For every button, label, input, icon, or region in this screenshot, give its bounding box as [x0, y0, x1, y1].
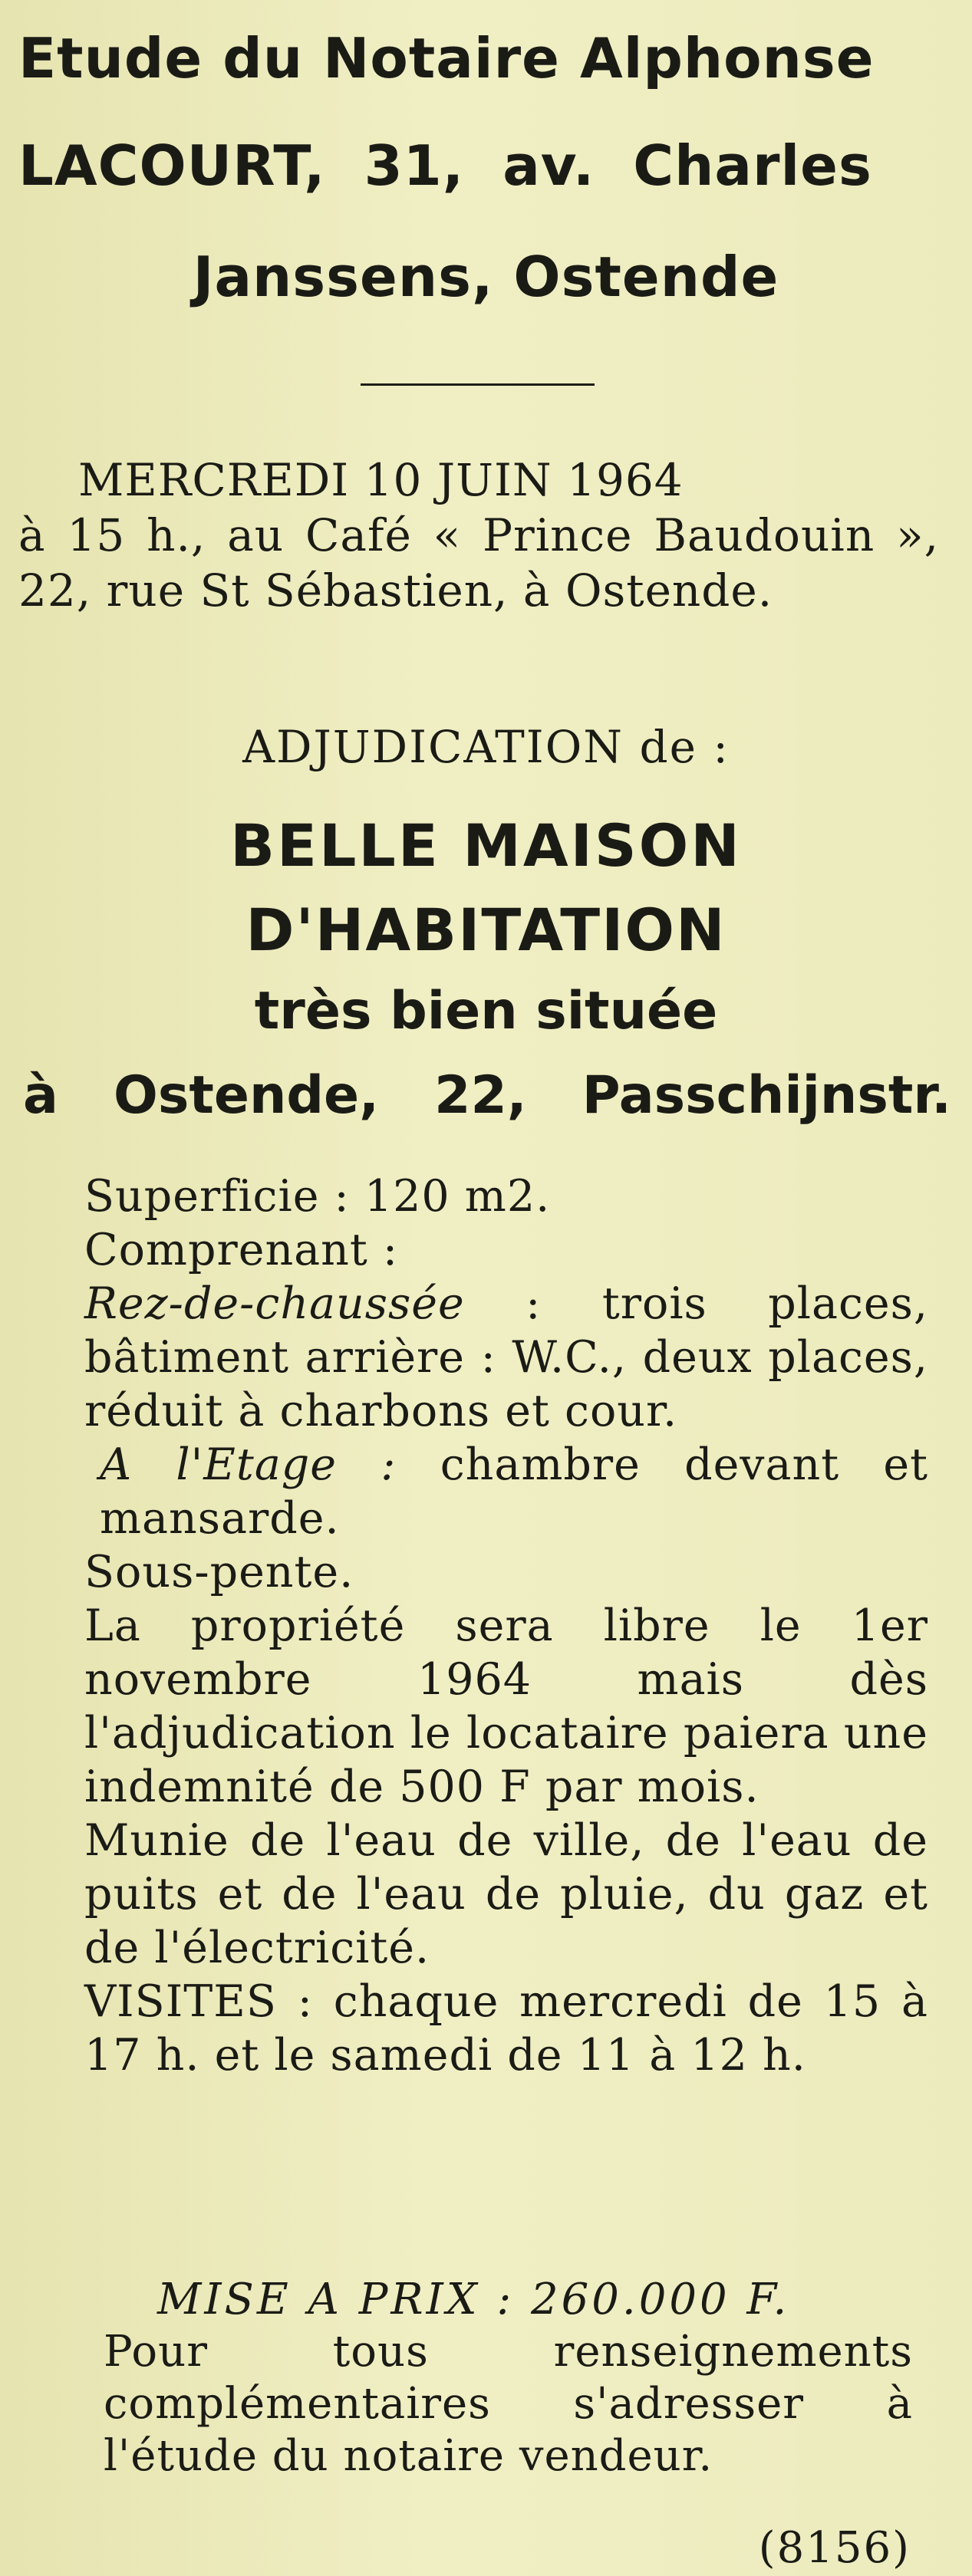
property-title-line-1: BELLE MAISON	[230, 811, 742, 880]
property-title-line-3: très bien située	[254, 981, 718, 1041]
notary-header-line-1: Etude du Notaire Alphonse	[18, 26, 875, 90]
rez-de-chaussee	[31, 1277, 928, 1438]
propriete-libre: La propriété sera libre le 1er novembre 1964 mais dès l'adjudication le locataire paiera une indemnité de 500 F par mois.	[84, 1601, 928, 1812]
rez-label: Rez-de-chaussée	[84, 1278, 465, 1329]
separator-rule	[361, 383, 595, 386]
auction-date-block	[18, 452, 939, 618]
superficie: Superficie : 120 m2.	[84, 1171, 551, 1222]
mise-a-prix: MISE A PRIX : 260.000 F.	[157, 2275, 790, 2324]
comprenant: Comprenant :	[84, 1225, 399, 1275]
visites: VISITES : chaque mercredi de 15 à 17 h. et le samedi de 11 à 12 h.	[84, 1976, 928, 2081]
etage	[31, 1438, 928, 1545]
auction-date: MERCREDI 10 JUIN 1964	[78, 454, 684, 506]
price-block	[46, 2274, 913, 2482]
property-address: à Ostende, 22, Passchijnstr.	[23, 1065, 951, 1126]
adjudication-label: ADJUDICATION de :	[242, 721, 730, 773]
etage-label: A l'Etage :	[100, 1439, 397, 1490]
etage-text: chambre devant et mansarde.	[100, 1439, 928, 1544]
rez-text: : trois places, bâtiment arrière : W.C., deux places, réduit à charbons et cour.	[84, 1278, 928, 1436]
utilities: Munie de l'eau de ville, de l'eau de puits et de l'eau de pluie, du gaz et de l'électricité.	[84, 1815, 928, 1973]
renseignements: Pour tous renseignements complémentaires s'adresser à l'étude du notaire vendeur.	[104, 2327, 913, 2481]
auction-location: à 15 h., au Café « Prince Baudouin », 22, rue St Sébastien, à Ostende.	[18, 509, 939, 617]
notary-header-line-2: LACOURT, 31, av. Charles	[18, 133, 872, 198]
property-title-line-2: D'HABITATION	[245, 896, 727, 964]
reference-number: (8156)	[758, 2523, 911, 2573]
property-details	[31, 1170, 928, 2082]
notary-header-line-3: Janssens, Ostende	[193, 245, 779, 309]
sous-pente: Sous-pente.	[84, 1547, 354, 1597]
